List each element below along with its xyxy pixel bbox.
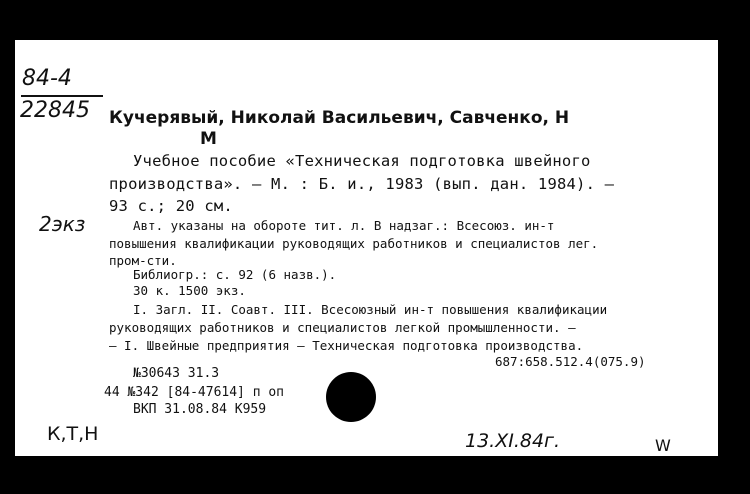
call-number-top: 84-4 [22,66,72,91]
vkp-line: ВКП 31.08.84 К959 [133,402,267,417]
record-line-2: 44 №342 [84-47614] п оп [104,385,285,400]
title-line-1: Учебное пособие «Техническая подготовка швейного [133,152,591,170]
catalog-card [15,40,718,456]
tracing-line-2: руководящих работников и специалистов легкой промышленности. — [109,320,576,335]
title-line-2: производства». — М. : Б. и., 1983 (вып. дан. 1984). — [109,175,615,193]
handwritten-initials: К,Т,Н [47,423,99,445]
call-number-divider [21,95,103,97]
author-line-2: М [200,129,217,149]
handwritten-copies-note: 2экз [39,212,86,236]
punch-hole [326,372,376,422]
handwritten-date: 13.XI.84г. [465,430,561,452]
note-line-3: пром-сти. [109,253,177,268]
udc-index: 687:658.512.4(075.9) [495,354,646,369]
note-line-1: Авт. указаны на обороте тит. л. В надзаг.: Всесоюз. ин-т [133,218,555,233]
tracing-line-3: — I. Швейные предприятия — Техническая подготовка производства. [109,338,584,353]
record-number: №30643 31.3 [133,366,220,381]
bibliography: Библиогр.: с. 92 (6 назв.). [133,267,337,282]
author-line-1: Кучерявый, Николай Васильевич, Савченко, Н [109,108,570,128]
price-copies: 30 к. 1500 экз. [133,283,246,298]
call-number-bottom: 22845 [20,98,90,123]
tracing-line-1: I. Загл. II. Соавт. III. Всесоюзный ин-т повышения квалификации [133,302,608,317]
title-line-3: 93 с.; 20 см. [109,197,233,215]
handwritten-corner-mark: W [655,436,671,455]
note-line-2: повышения квалификации руководящих работников и специалистов лег. [109,236,599,251]
